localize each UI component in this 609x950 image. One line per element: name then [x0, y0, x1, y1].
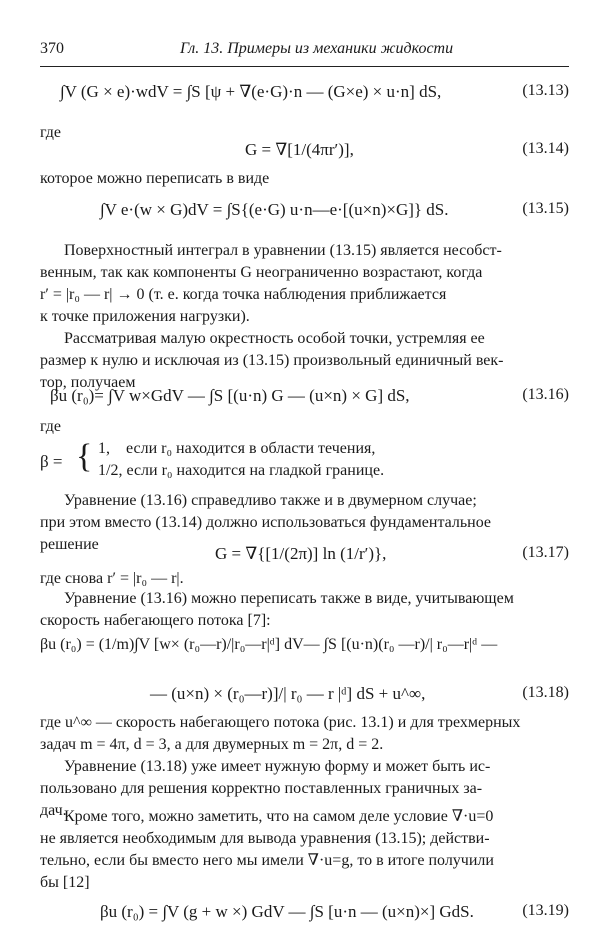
paragraph [40, 240, 569, 328]
paragraph [40, 806, 569, 894]
text-line: при этом вместо (13.14) должно использоваться фундаментальное [40, 514, 492, 531]
paragraph [40, 712, 569, 756]
text-line: Уравнение (13.18) уже имеет нужную форму и может быть ис- [64, 758, 491, 775]
text-line: венным, так как компоненты G неограниченно возрастают, когда [40, 264, 483, 281]
equation-body: βu (r₀) = (1/m)∫V [w× (r₀—r)/|r₀—r|ᵈ] dV— ∫S [(u·n)(r₀ —r)/| r₀—r|ᵈ — [40, 636, 498, 653]
beta-lhs: β = [40, 452, 63, 471]
running-head: Гл. 13. Примеры из механики жидкости [180, 40, 454, 57]
text-line: дач. [40, 802, 67, 819]
equation-number: (13.13) [522, 82, 569, 99]
equation-13-18-line-1 [40, 636, 569, 662]
text-line: где снова r′ = |r₀ — r|. [40, 570, 184, 587]
equation-body: βu (r₀) = ∫V (g + w ×) GdV — ∫S [u·n — (u×n)×] GdS. [100, 902, 474, 921]
text-line: к точке приложения нагрузки). [40, 308, 250, 325]
equation-body: G = ∇[1/(4πr′)], [245, 140, 354, 159]
paragraph [40, 588, 569, 632]
text-line: где u^∞ — скорость набегающего потока (рис. 13.1) и для трехмерных [40, 714, 521, 731]
where-label: где [40, 124, 62, 141]
equation-body: βu (r₀)= ∫V w×GdV — ∫S [(u·n) G — (u×n) × G] dS, [50, 386, 410, 405]
text-line: r′ = |r₀ — r| → 0 (т. е. когда точка наблюдения приближается [40, 286, 447, 303]
equation-body: ∫V e·(w × G)dV = ∫S{(e·G) u·n—e·[(u×n)×G]} dS. [100, 200, 449, 219]
text-line: скорость набегающего потока [7]: [40, 612, 271, 629]
equation-13-14 [40, 140, 569, 166]
text-line: бы [12] [40, 874, 90, 891]
equation-13-13 [40, 82, 569, 108]
header-rule [40, 66, 569, 67]
paragraph [40, 328, 569, 394]
equation-number: (13.15) [522, 200, 569, 217]
equation-13-17 [40, 544, 569, 570]
text-line: Поверхностный интеграл в уравнении (13.15) является несобст- [64, 242, 502, 259]
equation-number: (13.17) [522, 544, 569, 561]
page-number: 370 [40, 40, 64, 57]
text-line: Кроме того, можно заметить, что на самом деле условие ∇·u=0 [64, 808, 494, 825]
beta-case-2: 1/2, если r₀ находится на гладкой границе. [98, 462, 385, 479]
equation-body: ∫V (G × e)·wdV = ∫S [ψ + ∇(e·G)·n — (G×e) × u·n] dS, [60, 82, 442, 101]
beta-case-1: 1, если r₀ находится в области течения, [98, 440, 376, 457]
text-line: Уравнение (13.16) можно переписать также в виде, учитывающем [64, 590, 514, 607]
text-line: которое можно переписать в виде [40, 170, 270, 187]
equation-number: (13.14) [522, 140, 569, 157]
equation-body: G = ∇{[1/(2π)] ln (1/r′)}, [215, 544, 387, 563]
equation-13-18-line-2 [40, 684, 569, 710]
equation-13-19 [40, 902, 569, 928]
text-line: пользовано для решения корректно поставленных граничных за- [40, 780, 483, 797]
text-line: Уравнение (13.16) справедливо также и в двумерном случае; [64, 492, 477, 509]
text-line: задач m = 4π, d = 3, а для двумерных m = 2π, d = 2. [40, 736, 384, 753]
equation-13-15 [40, 200, 569, 226]
where-label: где [40, 418, 62, 435]
equation-number: (13.18) [522, 684, 569, 701]
equation-body: — (u×n) × (r₀—r)]/| r₀ — r |ᵈ] dS + u^∞, [150, 684, 426, 703]
text-line: размер к нулю и исключая из (13.15) произвольный единичный век- [40, 352, 504, 369]
page-header [40, 40, 569, 62]
equation-number: (13.16) [522, 386, 569, 403]
text-line: тор, получаем [40, 374, 136, 391]
equation-number: (13.19) [522, 902, 569, 919]
left-brace: { [76, 438, 93, 475]
equation-13-16 [40, 386, 569, 412]
text-line: Рассматривая малую окрестность особой точки, устремляя ее [64, 330, 485, 347]
text-line: решение [40, 536, 99, 553]
text-line: тельно, если бы вместо него мы имели ∇·u=g, то в итоге получили [40, 852, 494, 869]
text-line: не является необходимым для вывода уравнения (13.15); действи- [40, 830, 490, 847]
